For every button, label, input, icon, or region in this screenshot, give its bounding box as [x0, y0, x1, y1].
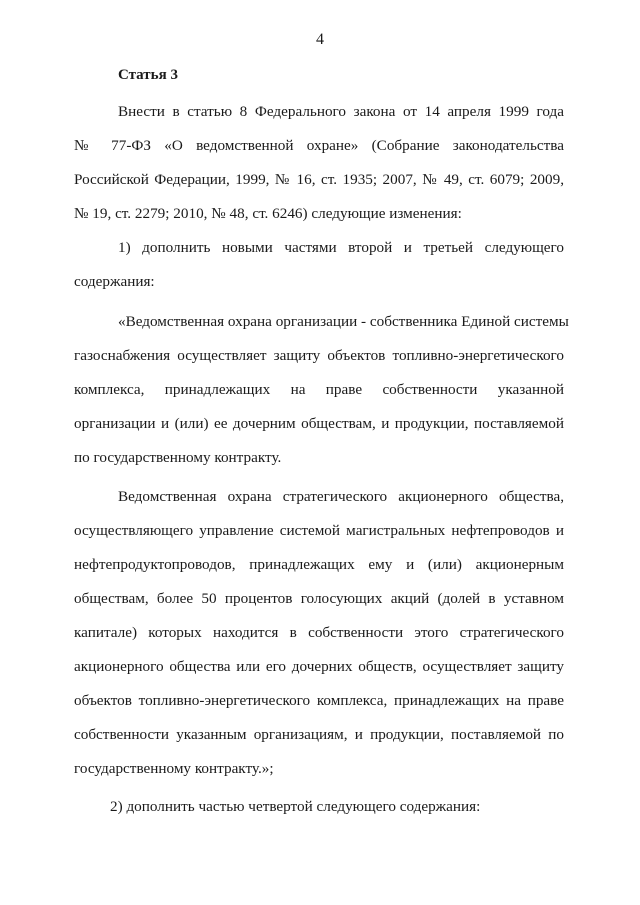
text-line: нефтепродуктопроводов, принадлежащих ему и (или) акционерным: [74, 556, 564, 573]
text-line: государственному контракту.»;: [74, 760, 274, 777]
text-line: Ведомственная охрана стратегического акционерного общества,: [118, 488, 564, 505]
text-line: содержания:: [74, 273, 155, 290]
page-number: 4: [316, 31, 324, 48]
text-line: объектов топливно-энергетического комплекса, принадлежащих на праве: [74, 692, 564, 709]
text-line: № 19, ст. 2279; 2010, № 48, ст. 6246) следующие изменения:: [74, 205, 462, 222]
paragraph-item-2: [74, 790, 564, 824]
text-line: осуществляющего управление системой магистральных нефтепроводов и: [74, 522, 564, 539]
text-line: акционерного общества или его дочерних обществ, осуществляет защиту: [74, 658, 564, 675]
paragraph-intro: [74, 95, 564, 231]
paragraph-part-two: [74, 305, 569, 475]
text-line: «Ведомственная охрана организации - собственника Единой системы: [118, 313, 569, 330]
text-line: собственности указанным организациям, и продукции, поставляемой по: [74, 726, 564, 743]
text-line: капитале) которых находится в собственности этого стратегического: [74, 624, 564, 641]
text-line: обществам, более 50 процентов голосующих акций (долей в уставном: [74, 590, 564, 607]
text-line: Внести в статью 8 Федерального закона от 14 апреля 1999 года: [118, 103, 564, 120]
article-heading: Статья 3: [118, 67, 178, 83]
text-line: Российской Федерации, 1999, № 16, ст. 1935; 2007, № 49, ст. 6079; 2009,: [74, 171, 564, 188]
text-line: организации и (или) ее дочерним обществам, и продукции, поставляемой: [74, 415, 564, 432]
text-line: 1) дополнить новыми частями второй и третьей следующего: [118, 239, 564, 256]
text-line: комплекса, принадлежащих на праве собственности указанной: [74, 381, 564, 398]
text-line: № 77-ФЗ «О ведомственной охране» (Собрание законодательства: [74, 137, 564, 154]
text-line: по государственному контракту.: [74, 449, 282, 466]
paragraph-part-three: [74, 480, 564, 786]
text-line: 2) дополнить частью четвертой следующего содержания:: [110, 798, 481, 815]
text-line: газоснабжения осуществляет защиту объектов топливно-энергетического: [74, 347, 564, 364]
paragraph-item-1: [74, 231, 564, 299]
